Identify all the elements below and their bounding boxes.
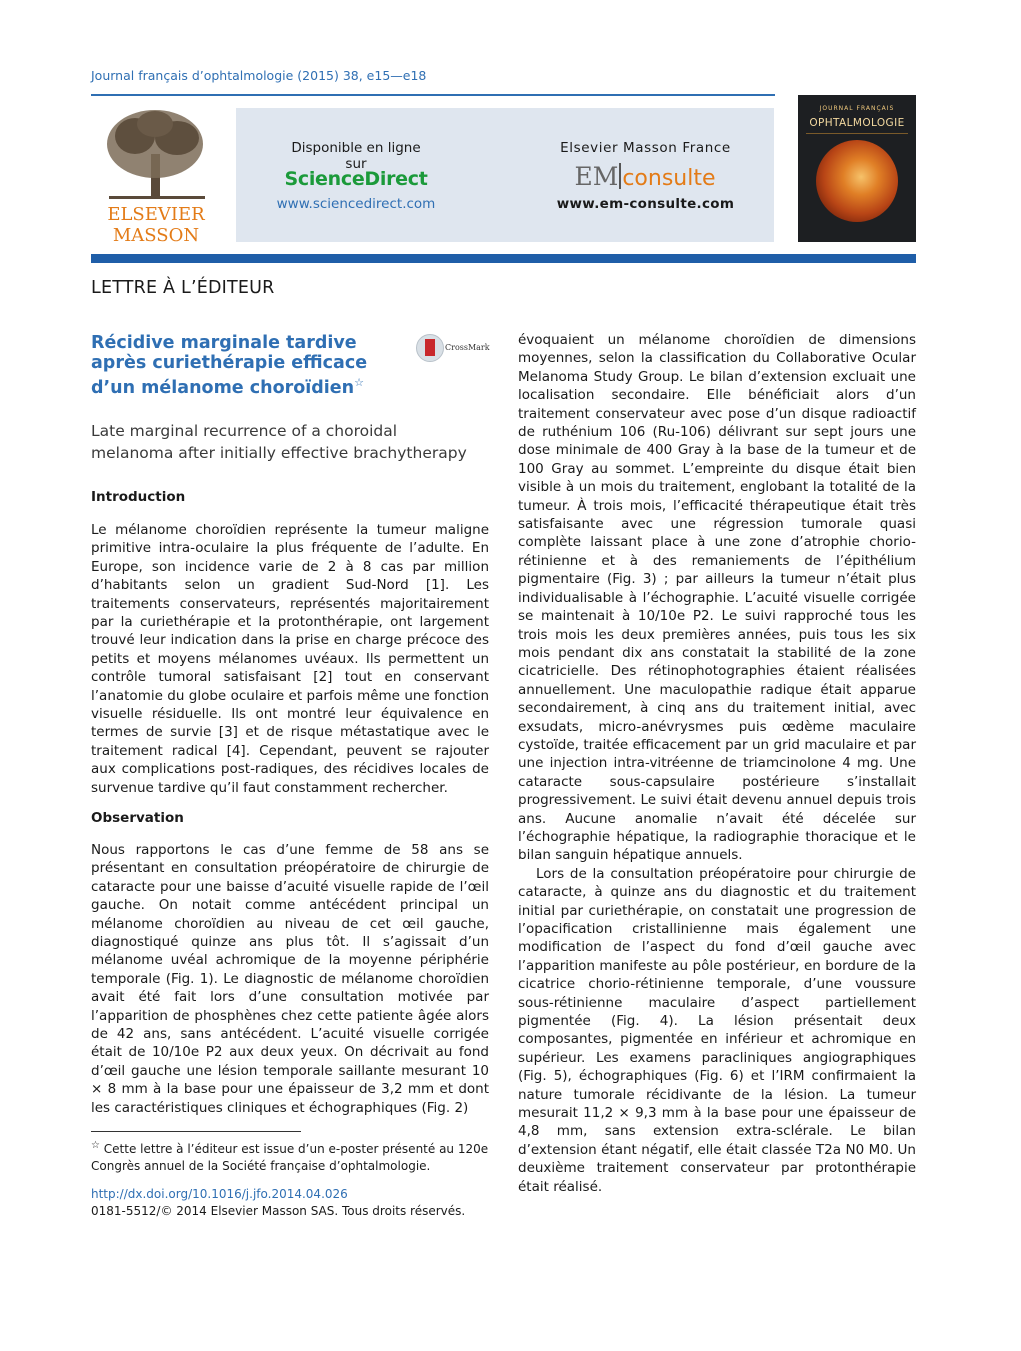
section-label: LETTRE À L’ÉDITEUR [91, 278, 275, 298]
elsevier-logo-line2: MASSON [112, 225, 200, 244]
column-two-text [518, 331, 916, 1196]
doi-link[interactable]: http://dx.doi.org/10.1016/j.jfo.2014.04.026 [91, 1187, 348, 1201]
footnote-text: Cette lettre à l’éditeur est issue d’un e-poster présenté au 120e Congrès annuel de la Société française d’ophtalmologie. [91, 1142, 489, 1173]
crossmark-icon [416, 334, 444, 362]
publisher-label: Elsevier Masson France [560, 140, 731, 156]
english-title: Late marginal recurrence of a choroidal melanoma after initially effective brachytherapy [91, 422, 467, 462]
footnote-rule [91, 1131, 301, 1132]
column-two-paragraph-1: évoquaient un mélanome choroïdien de dimensions moyennes, selon la classification du Collaborative Ocular Melanoma Study Group. Le bilan d’extension excluait une localisation secondaire. Elle bénéficiait alors d’un traitement conservateur avec pose d’un disque radioactif de ruthénium 106 (Ru-106) délivrant sur sept jours une dose minimale de 400 Gray à la base de la tumeur et de 100 Gray au sommet. L’empreinte du disque était bien visible à un mois du traitement, englobant la totalité de la tumeur. À trois mois, l’efficacité thérapeutique était très satisfaisante avec une régression tumorale quasi complète laissant place à une zone d’atrophie chorio-rétinienne et à des remaniements de l’épithélium pigmentaire (Fig. 3) ; par ailleurs la tumeur n’était plus individualisable à l’échographie. L’acuité visuelle corrigée se maintenait à 10/10e P2. Le suivi rapproché tous les trois mois les deux premières années, puis tous les six mois pendant dix ans constatait la stabilité de la zone cicatricielle. Des rétinophotographies étaient réalisées annuellement. Une maculopathie radique était apparue secondairement, à cinq ans du traitement initial, avec exsudats, micro-anévrysmes puis œdème maculaire cystoïde, traitée efficacement par un grid maculaire et par une injection intra-vitréenne de triamcinolone 4 mg. Une cataracte sous-capsulaire postérieure s’installait progressivement. Le suivi était devenu annuel depuis trois ans. Aucune anomalie n’avait été décelée sur l’échographie hépatique, la radiographie thoracique et le bilan sanguin hépatique annuels. [518, 332, 916, 864]
elsevier-masson-logo [91, 104, 221, 244]
article-title [91, 333, 411, 398]
footnote-mark: ☆ [91, 1140, 100, 1151]
introduction-text [91, 521, 489, 797]
column-two-paragraph-2: Lors de la consultation préopératoire pour chirurgie de cataracte, à quinze ans du diagnostic et du traitement initial par curiethérapie, on constatait une progression de l’opacification cristallinienne mais également une modification de l’aspect du fond d’œil gauche avec l’apparition manifeste au pôle postérieur, en bordure de la cicatrice chorio-rétinienne temporale, d’une voussure sous-rétinienne maculaire d’aspect partiellement pigmentée (Fig. 4). La lésion présentait deux composantes, pigmentée en inférieur et achromique en supérieur. Les examens paracliniques angiographiques (Fig. 5), échographiques (Fig. 6) et l’IRM confirmaient la nature tumorale récidivante de la lésion. La tumeur mesurait 11,2 × 9,3 mm à la base pour une épaisseur de 4,8 mm, sans extension extra-sclérale. Le bilan d’extension étant négatif, elle était classée T2a N0 M0. Un deuxième traitement conservateur par protonthérapie était réalisé. [518, 865, 916, 1195]
section-rule [91, 254, 916, 263]
cover-top-text: JOURNAL FRANÇAIS [819, 105, 895, 112]
introduction-heading: Introduction [91, 489, 186, 505]
observation-text [91, 841, 489, 1117]
journal-cover [798, 95, 916, 242]
available-online-label: Disponible en ligne sur [291, 140, 421, 172]
elsevier-logo-line1: ELSEVIER [107, 204, 205, 225]
observation-heading: Observation [91, 810, 184, 826]
observation-paragraph: Nous rapportons le cas d’une femme de 58 ans se présentant en consultation préopératoire de chirurgie de cataracte pour une baisse d’acuité visuelle rapide de l’œil gauche. On notait comme antécédent principal un mélanome choroïdien au niveau de cet œil gauche, diagnostiqué quinze ans plus tôt. Il s’agissait d’un mélanome uvéal achromique de la moyenne périphérie temporale (Fig. 1). Le diagnostic de mélanome choroïdien avait été fait lors d’une consultation motivée par l’apparition de phosphènes chez cette patiente âgée alors de 42 ans, sans antécédent. L’acuité visuelle corrigée était de 10/10e P2 aux deux yeux. On décrivait au fond d’œil gauche une lésion temporale saillante mesurant 10 × 8 mm à la base pour une épaisseur de 3,2 mm et dont les caractéristiques cliniques et échographiques (Fig. 2) [91, 842, 489, 1116]
article-title-text: Récidive marginale tardive après curiethérapie efficace d’un mélanome choroïdien [91, 333, 368, 398]
cover-title: OPHTALMOLOGIE [809, 117, 905, 129]
emconsulte-link[interactable]: www.em-consulte.com [556, 196, 735, 212]
title-footnote-mark[interactable]: ☆ [354, 376, 365, 389]
journal-reference[interactable]: Journal français d’ophtalmologie (2015) 38, e15—e18 [91, 68, 427, 83]
crossmark-badge[interactable] [416, 334, 490, 362]
cover-fundus-image [816, 140, 898, 222]
sciencedirect-logo[interactable]: ScienceDirect [284, 168, 428, 190]
cover-divider [806, 133, 908, 134]
header-rule [91, 94, 775, 96]
em-logo-em: EM [574, 162, 619, 191]
sciencedirect-link[interactable]: www.sciencedirect.com [276, 196, 436, 212]
elsevier-tree-icon [91, 104, 221, 244]
footnote [91, 1137, 489, 1175]
introduction-paragraph: Le mélanome choroïdien représente la tumeur maligne primitive intra-oculaire la plus fréquente de l’adulte. En Europe, son incidence varie de 2 à 8 cas par million d’habitants selon un gradient Sud-Nord [1]. Les traitements conservateurs, représentés majoritairement par la curiethérapie et la protonthérapie, ont largement trouvé leur indication dans la prise en charge précoce des petits et moyens mélanomes uvéaux. Ils permettent un contrôle tumoral satisfaisant [2] tout en conservant l’anatomie du globe oculaire et parfois même une fonction visuelle résiduelle. Ils ont montré leur équivalence en termes de survie [3] et de risque métastatique avec le traitement radical [4]. Cependant, peuvent se rajouter aux complications post-radiques, des récidives locales de survenue tardive qu’il faut constamment rechercher. [91, 522, 489, 796]
copyright-line: 0181-5512/© 2014 Elsevier Masson SAS. Tous droits réservés. [91, 1204, 466, 1218]
em-logo-consulte: consulte [622, 166, 716, 191]
emconsulte-logo[interactable] [560, 162, 730, 194]
crossmark-label: CrossMark [445, 343, 490, 352]
